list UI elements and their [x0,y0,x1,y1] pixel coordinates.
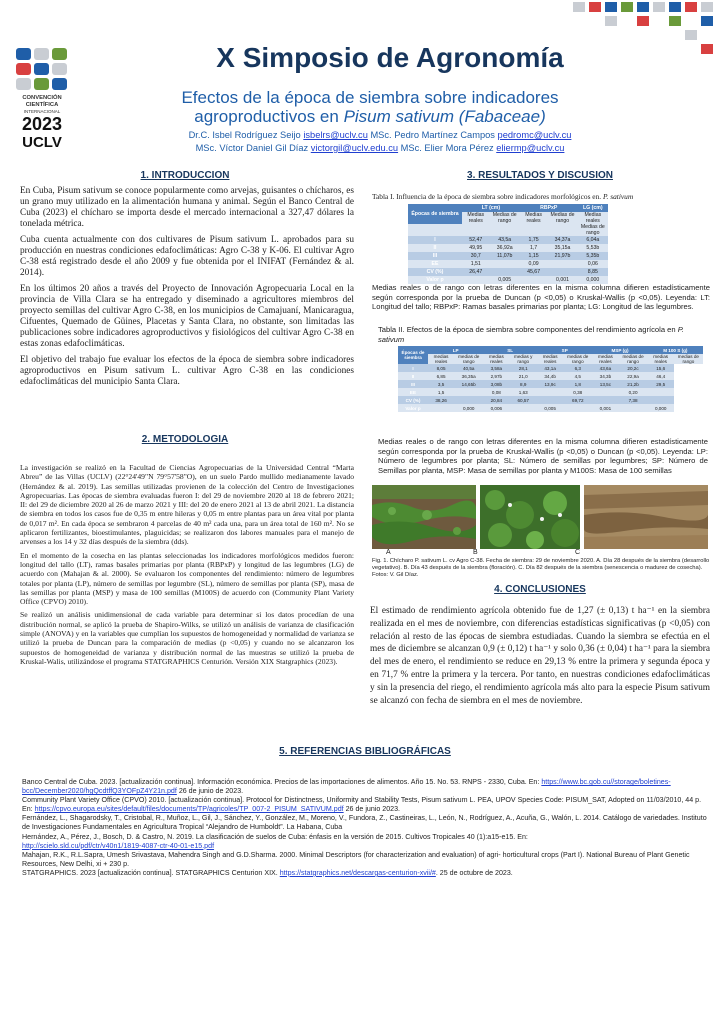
table-cell: 1,75 [520,236,548,244]
methods-heading: 2. METODOLOGIA [141,434,229,445]
table-cell: 0,000 [648,404,674,412]
reference-text: Community Plant Variety Office (CPVO) 2010. [actualización continua]. Protocol for Distinctness, Uniformity and Stability Tests, Pisum sativum L. PEA, UPOV Species Code: PISUM_SAT, Adopted on 11/03/2010, 44 p. En: [22,796,702,814]
table-2-header: SP [537,346,592,354]
table-cell: 43,6a [592,364,618,372]
table-cell: 60,57 [509,396,537,404]
author-2-name: MSc. Pedro Martínez Campos [367,130,498,140]
table-cell: 69,72 [563,396,592,404]
logo-text-2: CIENTÍFICA [25,102,59,108]
table-cell: 6,3 [563,364,592,372]
table-row [398,396,703,404]
table-cell: III [408,252,462,260]
table-2-subheader: medias de rango [618,354,647,364]
table-cell: 13,5c [592,380,618,388]
table-cell [428,404,454,412]
table-cell [454,396,483,404]
table-1-header: LG (cm) [578,204,608,212]
table-cell: 3,5 [428,380,454,388]
poster-subtitle [140,88,600,126]
table-1-caption-text: Tabla I. Influencia de la época de siembra sobre indicadores morfológicos en. [372,192,603,201]
table-2-caption [378,325,708,344]
table-cell: 43,5a [490,236,520,244]
table-cell: 1,8 [563,380,592,388]
table-cell: 3,08b [483,380,509,388]
table-row [398,380,703,388]
table-2-subheader: medias reales [537,354,563,364]
logo-uni: UCLV [22,134,62,151]
table-cell: 0,000 [454,404,483,412]
table-cell [509,404,537,412]
table-2-caption-species: P. sativum [378,325,684,344]
table-cell [547,268,577,276]
table-2 [398,346,703,412]
table-1-subheader: Medias de rango [547,212,577,224]
methods-paragraph: La investigación se realizó en la Facultad de Ciencias Agropecuarias de la Universidad Central “Marta Abreu” de las Villas (UCLV) (22°24'49"N 79°57'58"O), en un suelo Pardo mullido medianamente lavado (Hernández & al. 2019). Las semillas utilizadas provienen de la colección del Centro de Investigaciones Agropecuarias. Las épocas de siembra evaluadas fueron I: del 29 de noviembre 2020 al 18 de febrero 2021; II: del 29 de diciembre 2020 al 26 de marzo 2021 y III: del 20 de enero 2021 al 13 de abril 2021. La distancia de siembra en todos los casos fue de 0,35 m entre hileras y 0,05 m entre plantas para un área vital por planta de 0,017 m². En cada época se sembraron 4 parcelas de 40 m² cada una, para un área total de 160 m². No se aplicaron fertilizantes, bioestimulantes, plaguicidas; se realizaron dos labores manuales para el manejo de arvenses a los 14 y 32 días después de la siembra (dds). [20,463,354,547]
table-cell: I [398,364,428,372]
table-2-subheader: medias de rango [674,354,703,364]
table-cell [648,396,674,404]
logo-text-1: CONVENCIÓN [22,95,62,101]
table-cell: 20,84 [483,396,509,404]
conference-logo [14,48,70,152]
table-cell [592,388,618,396]
table-cell: 38,26 [428,396,454,404]
conclusions-text: El estimado de rendimiento agrícola obtenido fue de 1,27 (± 0,13) t ha⁻¹ en la siembra realizada en el mes de noviembre, con diferencias estadísticas significativas (p <0,05) con relación al resto de las épocas de siembra estudiadas. Cuando la siembra se efectúa en el mes de diciembre se alcanzan 0,9 (± 0,12) t ha⁻¹ y solo 0,36 (± 0,04) t ha⁻¹ para la siembra del mes de enero, el rendimiento se reduce en 29,13 % entre la primera y segunda época y en 71,7 % entre la primera y la tercera. Por tanto, en nuestras condiciones edafoclimáticas y sin la presencia del riego, el rendimiento agrícola más alto para la especie Pisum sativum se alcanzó con fecha de siembra en el mes de noviembre. [370,606,710,706]
table-cell [592,396,618,404]
table-cell: 43,1a [537,364,563,372]
subtitle-species: Pisum sativum (Fabaceae) [343,107,546,126]
methods-paragraph: En el momento de la cosecha en las plantas seleccionadas los indicadores morfológicos medidos fueron: longitud del tallo (LT), ramas basales primarias por planta (RBPxP) y longitud de las legumbres (LG) de acuerdo con (Mahajan & al. 2000). Se evaluaron los componentes del rendimiento: número de legumbres totales por planta (LP), número de semillas por legumbre (SL), número de semillas por planta (SP), masa de las semillas por planta (MSP) y masa de 100 semillas (M100S) de acuerdo con (Community Plant Variety Office (CPVO) 2010). [20,550,354,607]
table-cell [618,404,647,412]
table-cell: 0,006 [483,404,509,412]
intro-section [20,186,354,393]
table-row [398,372,703,380]
author-4-name: MSc. Elier Mora Pérez [398,143,497,153]
table-2-caption-text: Tabla II. Efectos de la época de siembra sobre componentes del rendimiento agrícola en [378,325,678,334]
author-4-email[interactable]: eliermp@uclv.cu [496,143,565,153]
table-cell: EE [398,388,428,396]
table-cell: 13,9c [537,380,563,388]
table-cell: 0,001 [547,276,577,284]
reference-text: 26 de junio de 2023. [176,787,244,796]
photo-label-b: B [473,549,478,556]
table-cell: 36,35a [454,372,483,380]
table-cell: 34,37a [547,236,577,244]
subtitle-line-1: Efectos de la época de siembra sobre indicadores [181,88,559,107]
photo-flowering-stage [480,485,580,549]
reference-text: . 25 de octubre de 2023. [435,868,513,877]
table-cell: 0,001 [592,404,618,412]
table-cell: 49,95 [462,244,490,252]
author-2-email[interactable]: pedromc@uclv.cu [497,130,572,140]
table-cell: 22,9a [618,372,647,380]
reference-link[interactable]: https://cpvo.europa.eu/sites/default/files/documents/TP/agricoles/TP_007-2_PISUM_SATIVUM.pdf [34,805,344,814]
table-row [398,388,703,396]
table-cell: 0,08 [483,388,509,396]
table-cell: 34,4b [537,372,563,380]
table-cell: 5,35b [578,252,608,260]
table-cell [454,388,483,396]
table-cell: 0,20 [618,388,647,396]
table-2-subheader: medias reales [428,354,454,364]
table-2-subheader: medias reales [592,354,618,364]
table-cell [537,388,563,396]
table-1-subheader: Medias reales [578,212,608,224]
table-cell: 26,47 [462,268,490,276]
table-row [408,268,608,276]
table-cell: 21,0 [509,372,537,380]
logo-mark-icon [14,48,70,92]
authors-line-1 [150,130,610,140]
page-title: X Simposio de Agronomía [216,42,564,73]
table-cell: 29,5 [648,380,674,388]
table-cell: 20,2c [618,364,647,372]
table-cell: 0,06 [578,260,608,268]
table-2-header: M 100 S (g) [648,346,703,354]
table-cell: 8,85 [578,268,608,276]
table-cell: 5,53b [578,244,608,252]
intro-heading: 1. INTRODUCCION [140,170,230,181]
table-1-subheader: Medias de rango [578,224,608,236]
table-1-header: RBPxP [520,204,578,212]
subtitle-line-2a: agroproductivos en [194,107,344,126]
table-cell: 36,92a [490,244,520,252]
author-3-name: MSc. Víctor Daniel Gil Díaz [195,143,311,153]
table-2-subheader: medias reales [648,354,674,364]
results-heading: 3. RESULTADOS Y DISCUSION [467,170,613,181]
table-cell: 46,4 [648,372,674,380]
table-1-header: LT (cm) [462,204,520,212]
intro-paragraph: El objetivo del trabajo fue evaluar los efectos de la época de siembra sobre indicadores agroproductivos en Pisum sativum L. cultivar Agro C-38 en las condiciones edafoclimáticas del municipio Santa Clara. [20,355,354,387]
reference-link[interactable]: https://www.bc.gob.cu//storage/boletines-bcc/December2020/hgQcdtffQ3YOFpZ4Y21n.pdf [22,778,671,796]
reference-link[interactable]: http://scielo.sld.cu/pdf/ctr/v40n1/1819-4087-ctr-40-01-e15.pdf [22,841,215,850]
table-2-header: LP [428,346,483,354]
table-cell: 35,15a [547,244,577,252]
logo-text-3: INTERNACIONAL [23,109,61,114]
table-cell: 1,63 [509,388,537,396]
intro-paragraph: En Cuba, Pisum sativum se conoce popularmente como arvejas, guisantes o chícharos, es un grano muy utilizado en la alimentación humana y animal. Según el Banco Central de Cuba (2023) el chícharo se importa desde el mercado internacional a 327,47 dólares la tonelada métrica. [20,186,354,229]
table-cell [648,388,674,396]
photo-vegetative-stage [372,485,476,549]
table-cell: 34,3b [592,372,618,380]
subtitle-line-2 [140,107,600,126]
reference-item: Fernández, L., Shagarodsky, T., Cristobal, R., Muñoz, L., Gil, J., Sánchez, Y., González, M., Moreno, V., Fundora, Z., Castineiras, L., León, N., Rodríguez, A., Acuña, G., Walón, L. 2014. Catálogo de variedades. Instituto de Investigaciones Fundamentales en Agricultura Tropical “Alejandro de Humboldt”. La Habana, Cuba [22,814,707,832]
table-cell: 4,5 [563,372,592,380]
table-cell [490,260,520,268]
figure-caption: Fig. 1. Chícharo P. sativum L. cv Agro C-38. Fecha de siembra: 29 de noviembre 2020. A. Día 28 después de la siembra (desarrollo vegetativo). B. Día 43 después de la siembra (floración). C. Día 82 después de la siembra (senescencia o madurez de cosecha). Fotos: V. Gil Díaz. [372,558,710,578]
table-cell: CV (%) [398,396,428,404]
table-row [408,252,608,260]
table-cell [547,260,577,268]
reference-text: STATGRAPHICS. 2023 [actualización continua]. STATGRAPHICS Centurion XIX. [22,868,280,877]
table-1 [408,204,608,284]
table-2-subheader: medias de rango [563,354,592,364]
table-cell: II [398,372,428,380]
table-1-subheader: Medias reales [462,212,490,224]
table-cell: 14,65b [454,380,483,388]
table-1-caption [372,192,712,201]
table-cell [537,396,563,404]
intro-paragraph: En los últimos 20 años a través del Proyecto de Innovación Agropecuaria Local en la provincia de Villa Clara se ha entregado y diseminado a agricultores miembros del proyecto semillas del cultivar Agro C-38, en los municipios de Camajuaní, Manicaragua, Cifuentes, Quemado de Güines, Placetas y Santa Clara, no obstante, son limitadas las publicaciones sobre indicadores agroproductivos y fisiológicos del cultivar Agro C-38 en estas zonas edafoclimáticas. [20,284,354,349]
reference-item [22,796,712,814]
table-cell [490,268,520,276]
reference-item: Mahajan, R.K., R.L.Sapra, Umesh Srivastava, Mahendra Singh and G.D.Sharma. 2000. Minimal Descriptors (for characterization and evaluation) of agri- horticultural crops (Part I). National Bureau of Plant Genetic Resources, New Delhi, xi + 230 p. [22,850,690,868]
table-cell: 1,51 [462,260,490,268]
reference-link[interactable]: https://statgraphics.net/descargas-centurion-xvii/# [279,868,436,877]
reference-item [22,778,712,796]
reference-text: 26 de junio 2023. [343,805,401,814]
table-cell: 0,09 [520,260,548,268]
reference-item [22,869,712,878]
table-2-header: MSP (g) [592,346,647,354]
table-cell: III [398,380,428,388]
methods-paragraph: Se realizó un análisis unidimensional de cada variable para determinar si los datos procedían de una distribución normal, se aplicó la prueba de Shapiro-Wilks, se utilizó un análisis de varianza de clasificación simple (ANOVA) y en la variables que cumplían los supuestos de homogeneidad y normalidad de varianza se utilizó la prueba de Duncan para la comparación de medias (p <0,05) y cuando no se alcanzaron los supuestos de homogeneidad de varianza y distribución normal de las muestras se utilizó la prueba de Kruskal-Walis, utilizándose el programa STATGRAPHICS Centurión. Versión XIX Statgraphics (2023). [20,610,354,666]
table-cell: 40,5a [454,364,483,372]
table-row [408,244,608,252]
table-row [408,260,608,268]
conclusions-heading: 4. CONCLUSIONES [494,584,586,595]
photo-label-a: A [386,549,391,556]
references-list [22,778,712,878]
table-cell: 30,7 [462,252,490,260]
table-row [398,404,703,412]
table-cell: 6,04a [578,236,608,244]
author-3-email[interactable]: victorgil@uclv.edu.cu [310,143,399,153]
table-cell [563,404,592,412]
table-1-note: Medias reales o de rango con letras diferentes en la misma columna difieren estadísticamente según corresponda por la prueba de Duncan (p <0,05) o Kruskal-Wallis (p <0,05). Leyenda: LT: Longitud del tallo; RBPxP: Ramas basales primarias por planta; LG: Longitud de las legumbres. [372,283,710,312]
table-2-header: Épocas de siembra [398,346,428,364]
table-cell: 52,47 [462,236,490,244]
table-row [398,364,703,372]
table-cell: 1,7 [520,244,548,252]
table-cell: 0,38 [563,388,592,396]
table-1-caption-species: P. sativum [602,192,634,201]
table-cell: 0,000 [578,276,608,284]
table-2-note: Medias reales o de rango con letras diferentes en la misma columna difieren estadísticamente según corresponda por la prueba de Kruskal-Wallis (p <0,05) o Duncan (p <0,05). Leyenda: LP: Número de legumbres por planta; SL: Número de semillas por legumbres; SP: Número de Semillas por planta, MSP: Masa de semillas por planta y M100S: Masa de 100 semillas [378,437,708,475]
methods-section [20,463,354,670]
table-cell: 1,15 [520,252,548,260]
photo-label-c: C [575,549,581,556]
table-cell: 3,58a [483,364,509,372]
table-1-header: Épocas de siembra [408,204,462,224]
table-1-subheader: Medias de rango [490,212,520,224]
table-cell: 0,005 [490,276,520,284]
logo-year: 2023 [21,114,63,134]
table-cell: Valor p [408,276,462,284]
table-cell: 1,5 [428,388,454,396]
table-cell: 28,1 [509,364,537,372]
table-cell: 0,005 [537,404,563,412]
reference-item [22,833,712,851]
table-cell: 45,67 [520,268,548,276]
table-2-header: SL [483,346,537,354]
intro-paragraph: Cuba cuenta actualmente con dos cultivares de Pisum sativum L. aprobados para su producción en nuestras condiciones edafoclimáticas: Agro C-38 y K-06. El cultivar Agro C-38 está registrado desde el año 2009 y fue obtenida por el INIFAT (Fernández & al. 2014). [20,235,354,278]
table-cell: 8,9 [509,380,537,388]
table-cell: Valor p [398,404,428,412]
table-cell: 2,97b [483,372,509,380]
table-cell: EE [408,260,462,268]
author-1-email[interactable]: isbelrs@uclv.cu [303,130,368,140]
table-cell: 7,38 [618,396,647,404]
table-cell: 8,05 [428,364,454,372]
author-1-name: Dr.C. Isbel Rodríguez Seijo [188,130,304,140]
table-1-subheader: Medias reales [520,212,548,224]
table-cell: II [408,244,462,252]
reference-text: Hernández, A., Pérez, J., Bosch, D. & Castro, N. 2019. La clasificación de suelos de Cuba: énfasis en la versión de 2015. Cultivos Tropicales 40 (1):a15-e15. En: [22,832,528,841]
table-cell: CV (%) [408,268,462,276]
table-2-subheader: medias reales [483,354,509,364]
table-cell: 11,07b [490,252,520,260]
table-cell: I [408,236,462,244]
table-row [408,236,608,244]
reference-text: Banco Central de Cuba. 2023. [actualización continua]. Información económica. Precios de las importaciones de alimentos. Año 15. No. 53. RNPS - 2330, Cuba. En: [22,778,542,786]
table-cell: 15,6 [648,364,674,372]
table-cell: 6,85 [428,372,454,380]
table-2-subheader: medias de rango [454,354,483,364]
authors-line-2 [150,143,610,153]
references-heading: 5. REFERENCIAS BIBLIOGRÁFICAS [279,746,451,757]
table-cell: 21,2b [618,380,647,388]
photo-senescence-stage [584,485,708,549]
table-cell: 21,97b [547,252,577,260]
table-2-subheader: medias y rango [509,354,537,364]
